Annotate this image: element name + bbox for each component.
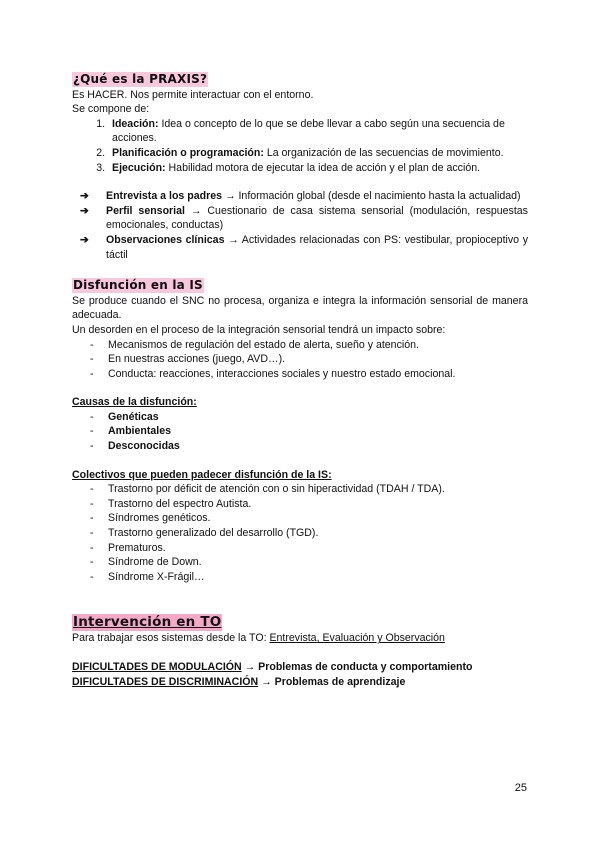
list-item [90,526,528,541]
dash-bullet: - [90,570,94,583]
list-item [90,410,528,425]
causas-list [72,410,528,454]
item-text: Desconocidas [108,440,180,453]
dash-bullet: - [90,338,94,351]
impact-list [72,338,528,382]
discriminacion-label: DIFICULTADES DE DISCRIMINACIÓN [72,675,259,688]
intro-text: Para trabajar esos sistemas desde la TO: [72,632,270,645]
dash-bullet: - [90,353,94,366]
praxis-compose-label: Se compone de: [72,103,150,116]
causas-section [72,395,528,453]
item-text: Síndrome de Down. [108,556,202,569]
intervencion-intro [72,631,528,646]
item-text: Mecanismos de regulación del estado de alerta, sueño y atención. [108,338,419,351]
list-item [90,570,528,585]
arrow-bullet-icon: ➔ [80,204,89,217]
discriminacion-text: → Problemas de aprendizaje [258,675,406,688]
colectivos-title: Colectivos que pueden padecer disfunción de la IS: [72,468,332,481]
item-text: Ambientales [108,425,171,438]
list-item [90,497,528,512]
list-item [108,117,528,146]
disfuncion-heading: Disfunción en la IS [73,278,203,293]
item-term: Planificación o programación: [112,146,264,159]
list-item [80,204,528,233]
item-text: → Actividades relacionadas con PS: vestibular, propioceptivo y táctil [106,233,528,261]
dash-bullet: - [90,410,94,423]
intervencion-section [72,614,528,689]
discriminacion-line [72,675,528,690]
dash-bullet: - [90,440,94,453]
praxis-components-list [72,117,528,175]
intervencion-heading: Intervención en TO [73,614,222,631]
list-item [90,352,528,367]
list-item [90,482,528,497]
list-item [108,161,528,176]
list-item [80,189,528,204]
item-text: Síndrome X-Frágil… [108,570,205,583]
intro-methods: Entrevista, Evaluación y Observación [269,632,445,645]
item-term: Entrevista a los padres [106,190,222,203]
dash-bullet: - [90,512,94,525]
arrow-bullet-icon: ➔ [80,233,89,246]
dash-bullet: - [90,527,94,540]
disfuncion-impact-intro: Un desorden en el proceso de la integración sensorial tendrá un impacto sobre: [72,323,446,336]
list-item [80,233,528,262]
praxis-definition: Es HACER. Nos permite interactuar con el entorno. [72,88,314,101]
item-text: Conducta: reacciones, interacciones sociales y nuestro estado emocional. [108,367,456,380]
dash-bullet: - [90,497,94,510]
item-text: Trastorno generalizado del desarrollo (TGD). [108,527,319,540]
list-item [90,338,528,353]
list-item [90,439,528,454]
item-term: Observaciones clínicas [106,233,225,246]
list-item [90,511,528,526]
item-term: Perfil sensorial [106,204,185,217]
item-text: En nuestras acciones (juego, AVD…). [108,353,286,366]
item-text: → Cuestionario de casa sistema sensorial (modulación, respuestas emocionales, conductas) [106,204,528,232]
item-text: Genéticas [108,410,159,423]
item-text: Trastorno del espectro Autista. [108,497,252,510]
modulacion-text: → Problemas de conducta y comportamiento [241,661,473,673]
dash-bullet: - [90,367,94,380]
disfuncion-section [72,278,528,381]
document-page [72,72,528,689]
praxis-heading: ¿Qué es la PRAXIS? [73,72,208,86]
list-item [90,424,528,439]
item-text: Trastorno por déficit de atención con o sin hiperactividad (TDAH / TDA). [108,483,445,496]
list-item [90,541,528,556]
item-text: Síndromes genéticos. [108,512,211,525]
item-text: Prematuros. [108,541,166,554]
item-text: → Información global (desde el nacimiento hasta la actualidad) [222,190,521,203]
dash-bullet: - [90,425,94,438]
item-text: Habilidad motora de ejecutar la idea de acción y el plan de acción. [165,161,481,174]
list-item [90,367,528,382]
colectivos-section [72,468,528,585]
page-number: 25 [514,782,527,794]
item-text: Idea o concepto de lo que se debe llevar a cabo según una secuencia de acciones. [112,117,505,145]
modulacion-label: DIFICULTADES DE MODULACIÓN [72,661,242,673]
arrow-bullet-icon: ➔ [80,190,89,203]
item-term: Ejecución: [112,161,166,174]
colectivos-list [72,482,528,584]
list-item [90,555,528,570]
dash-bullet: - [90,541,94,554]
item-term: Ideación: [112,117,159,130]
dash-bullet: - [90,556,94,569]
dash-bullet: - [90,483,94,496]
list-item [108,146,528,161]
causas-title: Causas de la disfunción: [72,396,197,409]
disfuncion-definition: Se produce cuando el SNC no procesa, organiza e integra la información sensorial de manera adecuada. [72,294,528,322]
assessment-tools-list [72,189,528,262]
item-text: La organización de las secuencias de movimiento. [263,146,504,159]
praxis-section [72,72,528,262]
modulacion-line [72,660,528,675]
